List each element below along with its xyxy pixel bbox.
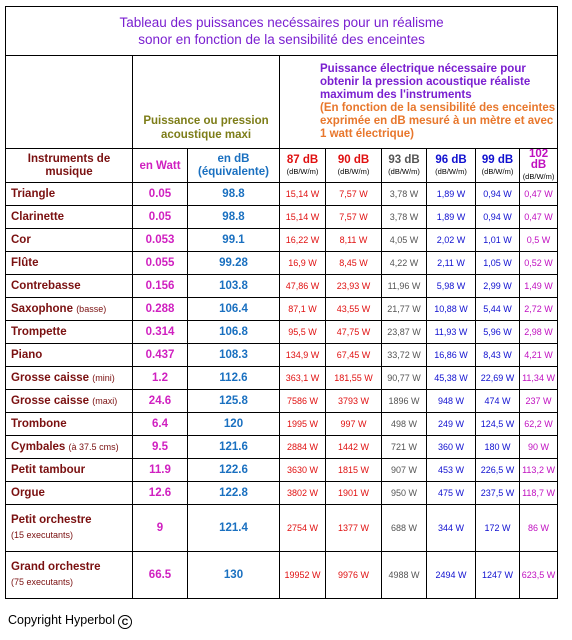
power-value: 5,98 W xyxy=(427,275,476,298)
db-value: 121.4 xyxy=(188,505,280,552)
instrument-name: Contrebasse xyxy=(11,279,81,292)
instrument-name-cell xyxy=(6,344,133,367)
instrument-name: Grand orchestre xyxy=(11,561,101,573)
instrument-name-cell xyxy=(6,252,133,275)
power-value: 1901 W xyxy=(326,482,382,505)
instrument-name-cell xyxy=(6,183,133,206)
table-row xyxy=(6,367,558,390)
power-value: 172 W xyxy=(476,505,520,552)
power-value: 1377 W xyxy=(326,505,382,552)
power-value: 453 W xyxy=(427,459,476,482)
power-value: 7,57 W xyxy=(326,183,382,206)
db-value: 106.4 xyxy=(188,298,280,321)
power-value: 62,2 W xyxy=(520,413,558,436)
power-value: 1,01 W xyxy=(476,229,520,252)
power-value: 45,38 W xyxy=(427,367,476,390)
table-row xyxy=(6,413,558,436)
power-value: 8,43 W xyxy=(476,344,520,367)
power-value: 0,52 W xyxy=(520,252,558,275)
power-value: 4,22 W xyxy=(382,252,427,275)
column-header-99db xyxy=(476,149,520,183)
instrument-name: Orgue xyxy=(11,486,45,499)
instrument-name: Saxophone xyxy=(11,302,73,315)
power-value: 360 W xyxy=(427,436,476,459)
db-value: 98.8 xyxy=(188,183,280,206)
watt-value: 24.6 xyxy=(133,390,188,413)
watt-value: 0.314 xyxy=(133,321,188,344)
db-label: 99 dB xyxy=(481,153,514,166)
watt-value: 0.055 xyxy=(133,252,188,275)
instrument-name-cell xyxy=(6,275,133,298)
db-value: 130 xyxy=(188,552,280,599)
power-value: 249 W xyxy=(427,413,476,436)
table-row xyxy=(6,344,558,367)
power-value: 237 W xyxy=(520,390,558,413)
power-value: 33,72 W xyxy=(382,344,427,367)
power-value: 113,2 W xyxy=(520,459,558,482)
watt-value: 0.156 xyxy=(133,275,188,298)
instrument-name: Piano xyxy=(11,348,43,361)
power-value: 15,14 W xyxy=(280,183,326,206)
db-unit: (dB/W/m) xyxy=(522,172,555,181)
table-row xyxy=(6,298,558,321)
power-value: 4,21 W xyxy=(520,344,558,367)
power-value: 118,7 W xyxy=(520,482,558,505)
power-value: 363,1 W xyxy=(280,367,326,390)
watt-value: 12.6 xyxy=(133,482,188,505)
power-value: 2,98 W xyxy=(520,321,558,344)
db-value: 121.6 xyxy=(188,436,280,459)
power-value: 623,5 W xyxy=(520,552,558,599)
instrument-note: (basse) xyxy=(76,303,107,314)
instrument-name-cell xyxy=(6,390,133,413)
instrument-note: (mini) xyxy=(92,372,115,383)
db-label: 87 dB xyxy=(286,153,319,166)
instrument-name-cell xyxy=(6,367,133,390)
watt-value: 9.5 xyxy=(133,436,188,459)
power-value: 11,96 W xyxy=(382,275,427,298)
power-value: 2,99 W xyxy=(476,275,520,298)
db-value: 122.6 xyxy=(188,459,280,482)
watt-value: 11.9 xyxy=(133,459,188,482)
power-value: 19952 W xyxy=(280,552,326,599)
column-header-87db xyxy=(280,149,326,183)
power-value: 15,14 W xyxy=(280,206,326,229)
power-value: 21,77 W xyxy=(382,298,427,321)
instrument-name: Petit tambour xyxy=(11,463,86,476)
power-value: 47,86 W xyxy=(280,275,326,298)
power-value: 95,5 W xyxy=(280,321,326,344)
power-value: 1247 W xyxy=(476,552,520,599)
column-header-102db xyxy=(520,149,558,183)
power-value: 907 W xyxy=(382,459,427,482)
instrument-name: Cor xyxy=(11,233,31,246)
watt-value: 66.5 xyxy=(133,552,188,599)
power-value: 1,89 W xyxy=(427,206,476,229)
table-row xyxy=(6,206,558,229)
power-value: 16,9 W xyxy=(280,252,326,275)
header-empty-cell xyxy=(6,56,133,149)
instrument-name-cell xyxy=(6,321,133,344)
instrument-name: Grosse caisse xyxy=(11,371,90,384)
instrument-name-cell xyxy=(6,229,133,252)
power-value: 7,57 W xyxy=(326,206,382,229)
header-electric-power xyxy=(280,56,558,149)
instrument-name: Cymbales xyxy=(11,440,66,453)
power-value: 134,9 W xyxy=(280,344,326,367)
power-value: 3630 W xyxy=(280,459,326,482)
db-label: 90 dB xyxy=(337,153,370,166)
power-value: 16,86 W xyxy=(427,344,476,367)
db-unit: (dB/W/m) xyxy=(286,166,319,176)
watt-value: 1.2 xyxy=(133,367,188,390)
power-value: 3,78 W xyxy=(382,183,427,206)
db-value: 106.8 xyxy=(188,321,280,344)
instrument-note: (15 executants) xyxy=(11,530,74,540)
power-value: 2754 W xyxy=(280,505,326,552)
power-value: 1,05 W xyxy=(476,252,520,275)
power-value: 124,5 W xyxy=(476,413,520,436)
power-value: 11,93 W xyxy=(427,321,476,344)
power-value: 67,45 W xyxy=(326,344,382,367)
db-unit: (dB/W/m) xyxy=(388,166,420,176)
power-value: 47,75 W xyxy=(326,321,382,344)
power-value: 86 W xyxy=(520,505,558,552)
power-value: 721 W xyxy=(382,436,427,459)
power-value: 3802 W xyxy=(280,482,326,505)
power-value: 0,47 W xyxy=(520,206,558,229)
power-value: 498 W xyxy=(382,413,427,436)
db-value: 99.28 xyxy=(188,252,280,275)
table-title xyxy=(6,7,558,56)
table-row xyxy=(6,252,558,275)
db-unit: (dB/W/m) xyxy=(435,166,467,176)
db-value: 112.6 xyxy=(188,367,280,390)
power-value: 10,88 W xyxy=(427,298,476,321)
power-value: 2494 W xyxy=(427,552,476,599)
table-row xyxy=(6,321,558,344)
power-value: 8,45 W xyxy=(326,252,382,275)
instrument-note: (à 37.5 cms) xyxy=(68,441,119,452)
power-value: 1995 W xyxy=(280,413,326,436)
title-line-1: Tableau des puissances necéssaires pour un réalisme xyxy=(119,15,444,30)
column-header-93db xyxy=(382,149,427,183)
power-value: 4,05 W xyxy=(382,229,427,252)
db-label: 96 dB xyxy=(435,153,467,166)
instrument-name: Triangle xyxy=(11,187,56,200)
column-header-90db xyxy=(326,149,382,183)
db-unit: (dB/W/m) xyxy=(481,166,514,176)
header-electric-line-2: (En fonction de la sensibilité des enceintes exprimée en dB mesuré à un mètre et avec 1 watt électrique) xyxy=(320,102,556,140)
instrument-name: Flûte xyxy=(11,256,39,269)
title-line-2: sonor en fonction de la sensibilité des enceintes xyxy=(138,32,425,47)
power-value: 997 W xyxy=(326,413,382,436)
column-header-watt: en Watt xyxy=(133,149,188,183)
watt-value: 0.288 xyxy=(133,298,188,321)
table-body xyxy=(6,183,558,599)
power-value: 1,49 W xyxy=(520,275,558,298)
db-value: 98.8 xyxy=(188,206,280,229)
instrument-name: Petit orchestre xyxy=(11,514,92,526)
table-row xyxy=(6,459,558,482)
power-value: 180 W xyxy=(476,436,520,459)
power-value: 950 W xyxy=(382,482,427,505)
power-value: 87,1 W xyxy=(280,298,326,321)
instrument-note: (maxi) xyxy=(92,395,118,406)
power-value: 23,87 W xyxy=(382,321,427,344)
db-value: 108.3 xyxy=(188,344,280,367)
instrument-name-cell xyxy=(6,436,133,459)
power-value: 226,5 W xyxy=(476,459,520,482)
column-header-96db xyxy=(427,149,476,183)
db-value: 99.1 xyxy=(188,229,280,252)
instrument-name-cell xyxy=(6,505,133,552)
instrument-name: Trompette xyxy=(11,325,67,338)
instrument-name: Grosse caisse xyxy=(11,394,90,407)
power-value: 5,96 W xyxy=(476,321,520,344)
table-row xyxy=(6,552,558,599)
db-label: 102 dB xyxy=(528,148,549,171)
power-value: 5,44 W xyxy=(476,298,520,321)
db-value: 120 xyxy=(188,413,280,436)
power-value: 9976 W xyxy=(326,552,382,599)
instrument-name: Clarinette xyxy=(11,210,65,223)
power-value: 948 W xyxy=(427,390,476,413)
copyright-text: Copyright Hyperbol xyxy=(8,613,115,627)
power-value: 237,5 W xyxy=(476,482,520,505)
power-value: 688 W xyxy=(382,505,427,552)
power-value: 2,11 W xyxy=(427,252,476,275)
power-value: 22,69 W xyxy=(476,367,520,390)
power-value: 0,94 W xyxy=(476,206,520,229)
watt-value: 0.053 xyxy=(133,229,188,252)
power-value: 1442 W xyxy=(326,436,382,459)
instrument-name-cell xyxy=(6,413,133,436)
header-acoustic-power: Puissance ou pression acoustique maxi xyxy=(133,56,280,149)
instrument-name: Trombone xyxy=(11,417,67,430)
power-value: 2884 W xyxy=(280,436,326,459)
db-value: 103.8 xyxy=(188,275,280,298)
power-value: 3,78 W xyxy=(382,206,427,229)
table-row xyxy=(6,436,558,459)
power-value: 344 W xyxy=(427,505,476,552)
power-value: 0,5 W xyxy=(520,229,558,252)
power-value: 43,55 W xyxy=(326,298,382,321)
copyright-icon: C xyxy=(118,615,132,629)
table-row xyxy=(6,390,558,413)
watt-value: 0.05 xyxy=(133,183,188,206)
power-value: 1,89 W xyxy=(427,183,476,206)
power-value: 2,72 W xyxy=(520,298,558,321)
power-value: 3793 W xyxy=(326,390,382,413)
column-header-instruments: Instruments de musique xyxy=(6,149,133,183)
db-value: 125.8 xyxy=(188,390,280,413)
header-electric-line-1: Puissance électrique nécessaire pour obtenir la pression acoustique réaliste maximum des l'instruments xyxy=(320,63,531,101)
watt-value: 0.05 xyxy=(133,206,188,229)
instrument-name-cell xyxy=(6,482,133,505)
power-value: 1815 W xyxy=(326,459,382,482)
instrument-name-cell xyxy=(6,206,133,229)
power-value: 2,02 W xyxy=(427,229,476,252)
table-row xyxy=(6,229,558,252)
instrument-name-cell xyxy=(6,298,133,321)
instrument-note: (75 executants) xyxy=(11,577,74,587)
power-value: 0,47 W xyxy=(520,183,558,206)
power-value: 1896 W xyxy=(382,390,427,413)
db-value: 122.8 xyxy=(188,482,280,505)
table-row xyxy=(6,505,558,552)
power-value: 0,94 W xyxy=(476,183,520,206)
power-value: 475 W xyxy=(427,482,476,505)
power-value: 8,11 W xyxy=(326,229,382,252)
table-row xyxy=(6,482,558,505)
power-value: 7586 W xyxy=(280,390,326,413)
power-value: 474 W xyxy=(476,390,520,413)
db-unit: (dB/W/m) xyxy=(337,166,370,176)
table-row xyxy=(6,275,558,298)
db-label: 93 dB xyxy=(388,153,420,166)
watt-value: 0.437 xyxy=(133,344,188,367)
watt-value: 9 xyxy=(133,505,188,552)
power-value: 23,93 W xyxy=(326,275,382,298)
watt-value: 6.4 xyxy=(133,413,188,436)
column-header-db: en dB (équivalente) xyxy=(188,149,280,183)
power-value: 90,77 W xyxy=(382,367,427,390)
power-table xyxy=(5,6,558,599)
power-value: 4988 W xyxy=(382,552,427,599)
table-row xyxy=(6,183,558,206)
power-value: 11,34 W xyxy=(520,367,558,390)
instrument-name-cell xyxy=(6,459,133,482)
power-value: 181,55 W xyxy=(326,367,382,390)
copyright-notice xyxy=(8,613,132,629)
power-value: 90 W xyxy=(520,436,558,459)
instrument-name-cell xyxy=(6,552,133,599)
power-value: 16,22 W xyxy=(280,229,326,252)
